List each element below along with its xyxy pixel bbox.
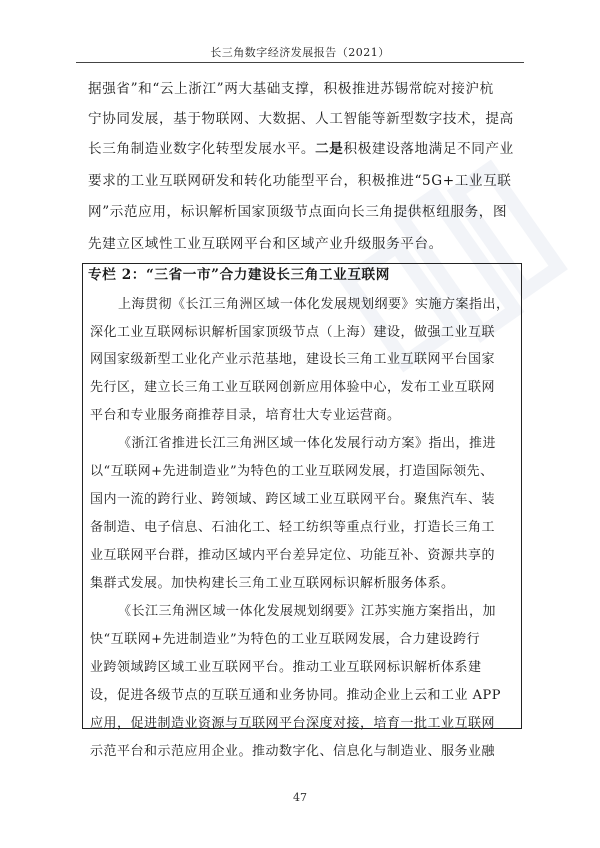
box-paragraph-line: 示范平台和示范应用企业。推动数字化、信息化与制造业、服务业融 bbox=[90, 744, 496, 759]
header-divider bbox=[76, 62, 524, 63]
body-paragraph-line: 据强省”和“云上浙江”两大基础支撑，积极推进苏锡常皖对接沪杭 bbox=[88, 81, 494, 97]
body-paragraph-line: 先建立区域性工业互联网平台和区域产业升级服务平台。 bbox=[88, 236, 443, 252]
box-paragraph-line: 以“互联网+先进制造业”为特色的工业互联网发展，打造国际领先、 bbox=[90, 464, 494, 479]
box-title: 专栏 2：“三省一市”合力建设长三角工业互联网 bbox=[88, 267, 390, 283]
box-paragraph-line: 设，促进各级节点的互联互通和业务协同。推动企业上云和工业 APP bbox=[90, 688, 502, 703]
box-paragraph-line: 《浙江省推进长江三角洲区域一体化发展行动方案》指出，推进 bbox=[118, 436, 497, 451]
box-paragraph-line: 深化工业互联网标识解析国家顶级节点（上海）建设，做强工业互联 bbox=[90, 325, 496, 340]
box-paragraph-line: 国内一流的跨行业、跨领域、跨区域工业互联网平台。聚焦汽车、装 bbox=[90, 492, 496, 507]
box-paragraph-line: 集群式发展。加快构建长三角工业互联网标识解析服务体系。 bbox=[90, 576, 455, 591]
page-number: 47 bbox=[293, 791, 307, 804]
running-header: 长三角数字经济发展报告（2021） bbox=[210, 46, 390, 59]
box-paragraph-line: 业互联网平台群，推动区域内平台差异定位、功能互补、资源共享的 bbox=[90, 548, 496, 563]
box-paragraph-line: 《长江三角洲区域一体化发展规划纲要》江苏实施方案指出，加 bbox=[118, 604, 497, 619]
box-paragraph-line: 网国家级新型工业化产业示范基地，建设长三角工业互联网平台国家 bbox=[90, 352, 496, 367]
body-paragraph-line: 宁协同发展，基于物联网、大数据、人工智能等新型数字技术，提高 bbox=[88, 111, 514, 127]
body-paragraph-line: 网”示范应用，标识解析国家顶级节点面向长三角提供枢纽服务，图 bbox=[88, 204, 508, 220]
body-line-text: 长三角制造业数字化转型发展水平。 bbox=[88, 141, 316, 157]
box-paragraph-line: 业跨领域跨区域工业互联网平台。推动工业互联网标识解析体系建 bbox=[90, 660, 482, 675]
emphasis-text: 二是 bbox=[315, 141, 344, 157]
body-paragraph-line: 要求的工业互联网研发和转化功能型平台，积极推进“5G+工业互联 bbox=[88, 173, 512, 189]
box-paragraph-line: 上海贯彻《长江三角洲区域一体化发展规划纲要》实施方案指出， bbox=[118, 297, 510, 312]
body-paragraph-line bbox=[88, 140, 518, 158]
box-paragraph-line: 快“互联网+先进制造业”为特色的工业互联网发展，合力建设跨行 bbox=[90, 632, 481, 647]
box-paragraph-line: 备制造、电子信息、石油化工、轻工纺织等重点行业，打造长三角工 bbox=[90, 520, 496, 535]
body-line-text: 积极建设落地满足不同产业 bbox=[343, 141, 514, 157]
box-paragraph-line: 应用，促进制造业资源与互联网平台深度对接，培育一批工业互联网 bbox=[90, 716, 496, 731]
box-paragraph-line: 先行区，建立长三角工业互联网创新应用体验中心，发布工业互联网 bbox=[90, 380, 496, 395]
box-paragraph-line: 平台和专业服务商推荐目录，培育壮大专业运营商。 bbox=[90, 408, 401, 423]
